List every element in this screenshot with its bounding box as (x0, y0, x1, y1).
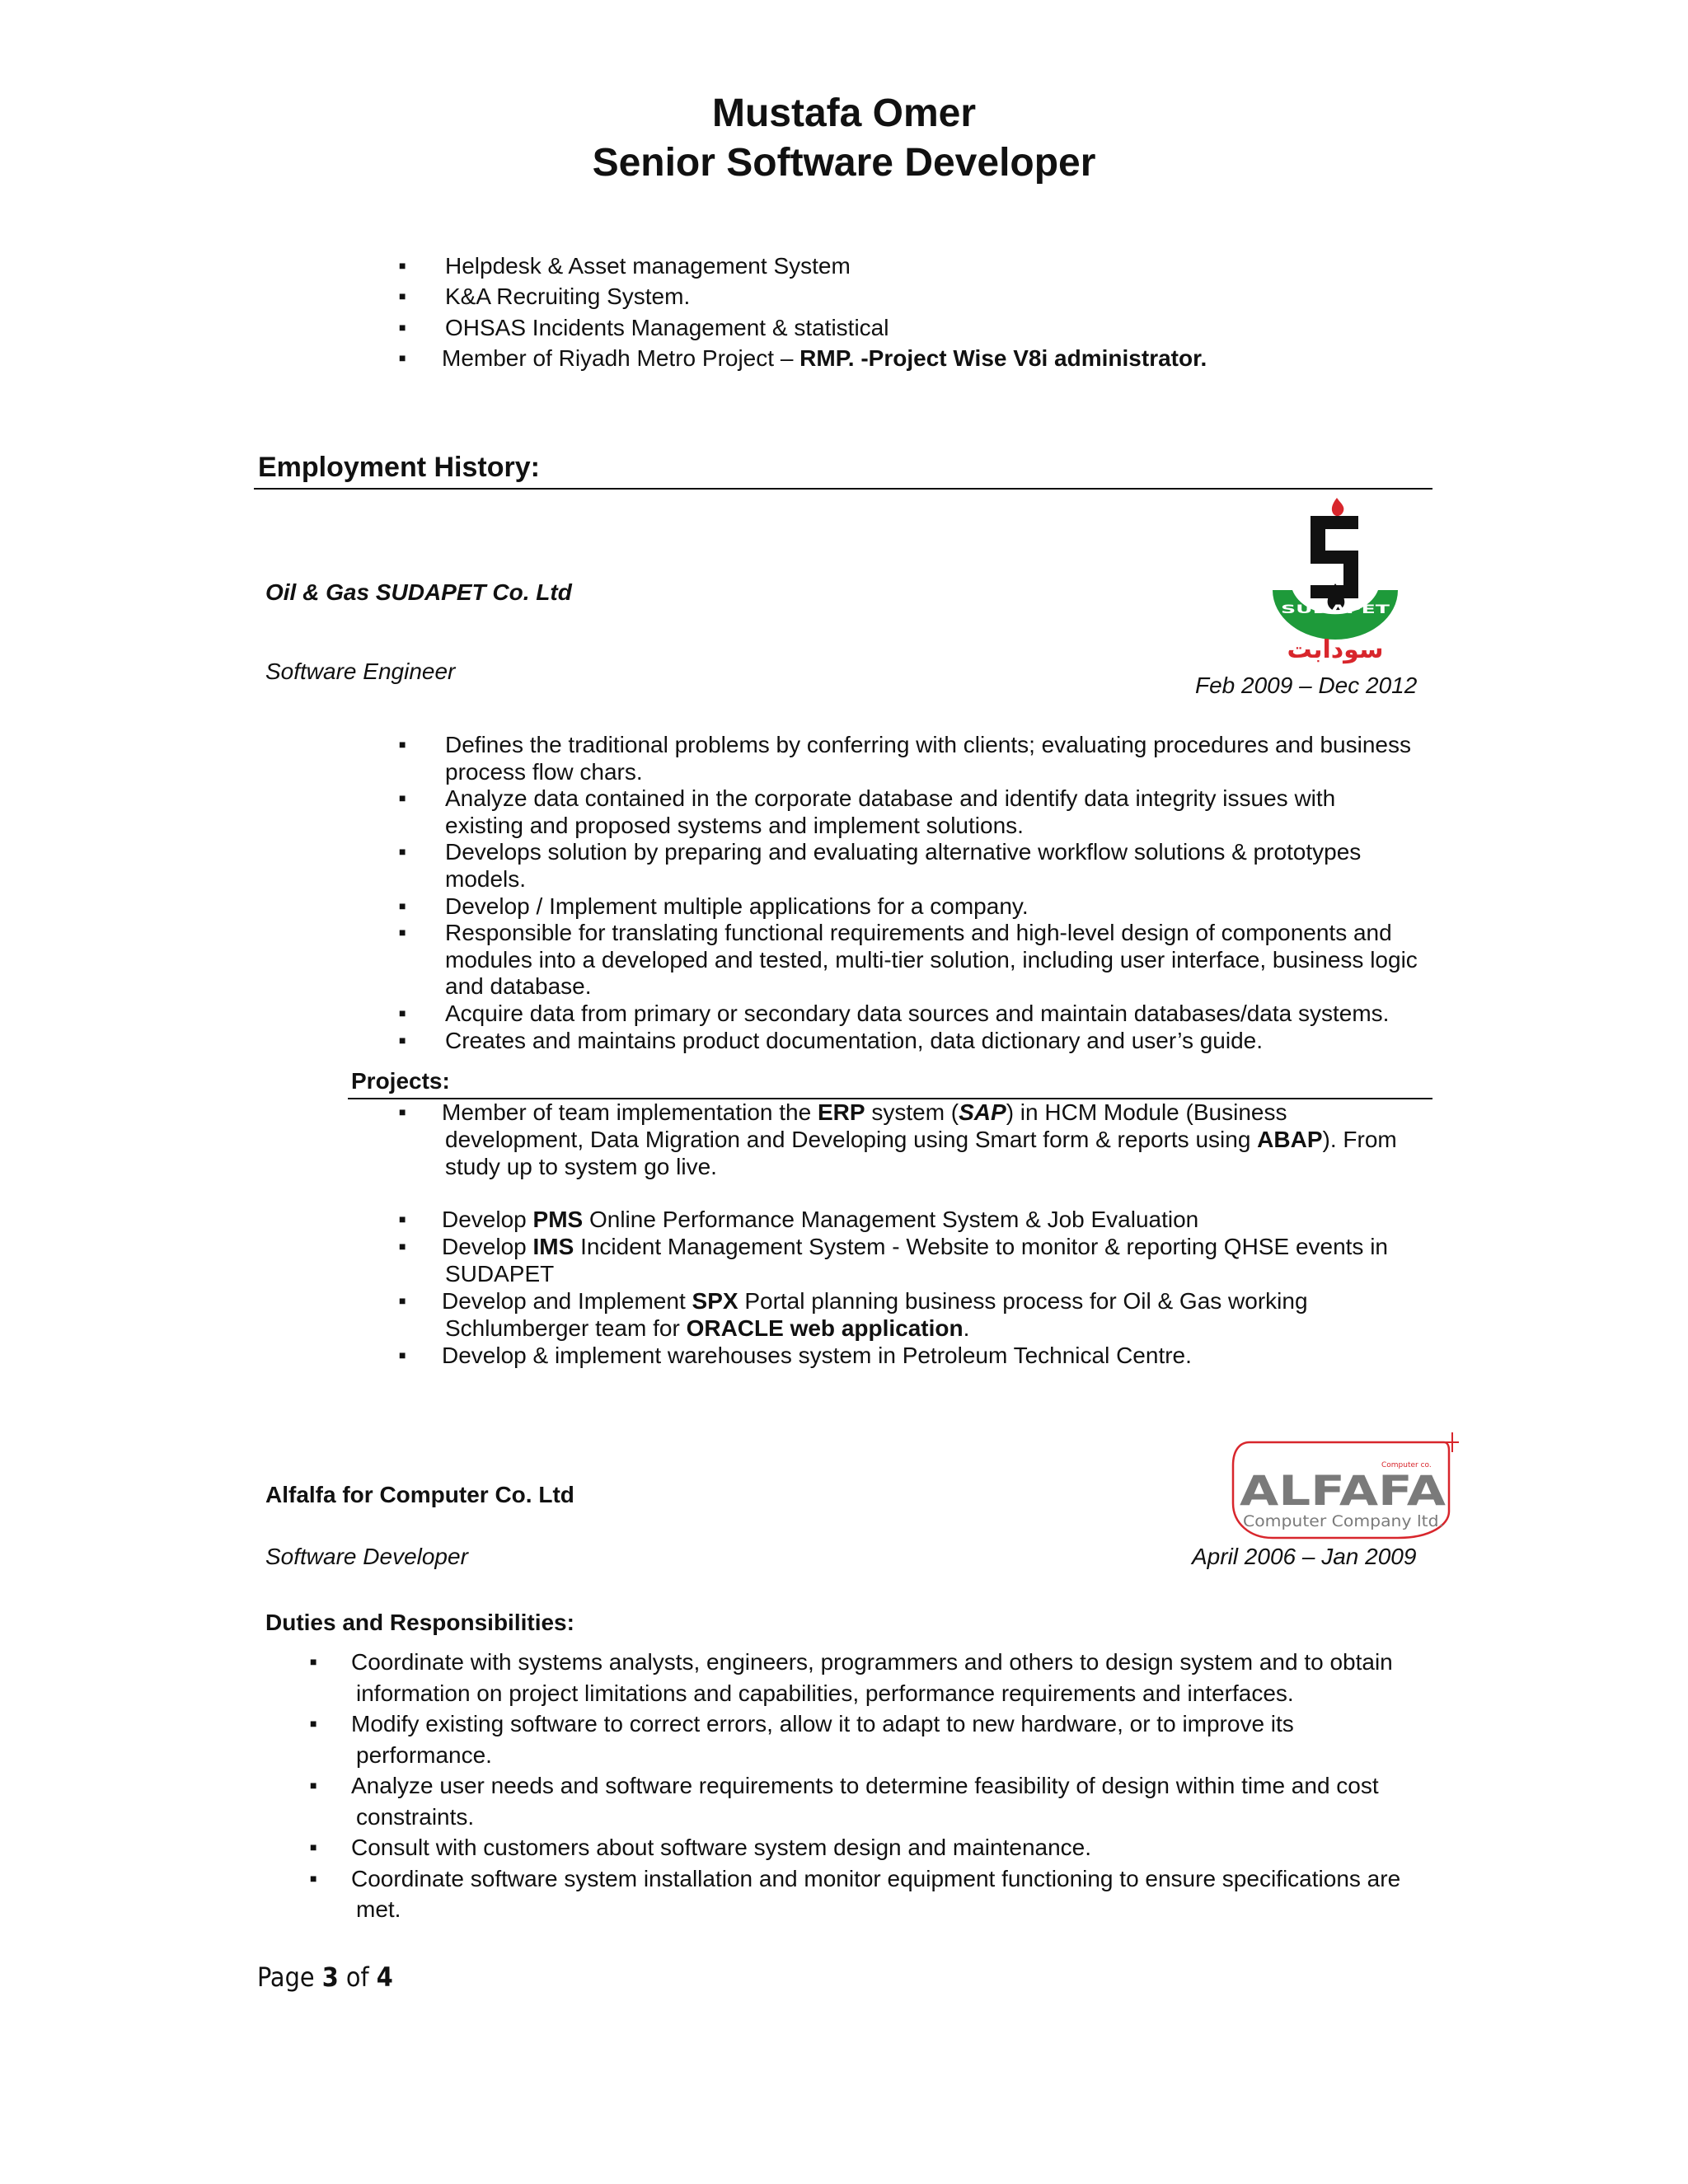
list-item-text: constraints. (356, 1803, 475, 1830)
list-item-text: and database. (445, 973, 592, 1000)
bullet-icon: ■ (399, 1240, 406, 1253)
alfafa-logo-main: ALFAFA (1240, 1467, 1447, 1515)
resume-title: Senior Software Developer (592, 141, 1096, 185)
list-item-text: information on project limitations and capabilities, performance requirements and interfaces. (356, 1680, 1294, 1706)
bullet-icon: ■ (399, 898, 406, 912)
bullet-icon: ■ (399, 1033, 406, 1047)
page-total: 4 (376, 1961, 393, 1993)
list-item-text: Modify existing software to correct errors, allow it to adapt to new hardware, or to improve its (351, 1711, 1294, 1736)
bullet-icon: ■ (399, 1105, 406, 1118)
list-item-text: Develops solution by preparing and evaluating alternative workflow solutions & prototypes (445, 839, 1362, 865)
sudapet-logo (1261, 493, 1409, 676)
list-item-text: Defines the traditional problems by conferring with clients; evaluating procedures and business (445, 732, 1411, 757)
bullet-icon: ■ (399, 321, 406, 334)
list-item-text: modules into a developed and tested, multi-tier solution, including user interface, business logic (445, 946, 1418, 972)
alfafa-logo-sub: Computer Company ltd. (1243, 1512, 1444, 1530)
bullet-icon: ■ (399, 351, 406, 364)
bullet-icon: ■ (399, 259, 406, 272)
list-item-text: Responsible for translating functional requirements and high-level design of components and (445, 920, 1392, 946)
list-item-text: Coordinate software system installation and monitor equipment functioning to ensure specifications are (351, 1865, 1401, 1891)
bullet-icon: ■ (399, 738, 406, 751)
job-dates: Feb 2009 – Dec 2012 (1195, 673, 1418, 698)
bullet-icon: ■ (399, 791, 406, 805)
bullet-icon: ■ (399, 289, 406, 302)
alfafa-logo-small: Computer co. (1381, 1461, 1432, 1469)
bullet-icon: ■ (399, 1212, 406, 1226)
page-label: Page (257, 1961, 315, 1993)
bullet-icon: ■ (310, 1871, 317, 1885)
bullet-icon: ■ (399, 1006, 406, 1019)
bullet-icon: ■ (399, 926, 406, 940)
bullet-icon: ■ (399, 845, 406, 859)
sudapet-logo-arabic: سودابت (1287, 635, 1384, 664)
list-item-text: process flow chars. (445, 758, 643, 785)
company-name: Alfalfa for Computer Co. Ltd (265, 1482, 574, 1507)
job-role: Software Developer (265, 1544, 468, 1569)
list-item-text: Analyze data contained in the corporate database and identify data integrity issues with (445, 785, 1336, 812)
list-item-text: Creates and maintains product documentation, data dictionary and user’s guide. (445, 1027, 1264, 1053)
section-heading-employment: Employment History: (258, 452, 540, 483)
bullet-icon: ■ (310, 1655, 317, 1668)
resume-name: Mustafa Omer (711, 91, 977, 135)
list-item-text: Consult with customers about software system design and maintenance. (351, 1835, 1092, 1860)
job-dates: April 2006 – Jan 2009 (1192, 1544, 1417, 1569)
list-item-text: met. (356, 1896, 401, 1922)
list-item-text: existing and proposed systems and implement solutions. (445, 812, 1024, 838)
list-item-text: performance. (356, 1741, 492, 1768)
list-item-text: Develop / Implement multiple applications for a company. (445, 893, 1029, 919)
list-item-text: Analyze user needs and software requirements to determine feasibility of design within time and cost (351, 1773, 1379, 1798)
bullet-icon: ■ (310, 1717, 317, 1730)
alfafa-logo (1225, 1432, 1459, 1553)
company-name: Oil & Gas SUDAPET Co. Ltd (265, 579, 572, 605)
bullet-icon: ■ (399, 1348, 406, 1361)
section-divider (254, 488, 1432, 490)
bullet-icon: ■ (399, 1294, 406, 1307)
duties-heading: Duties and Responsibilities: (265, 1610, 574, 1635)
sudapet-logo-text: SUDAPET (1281, 603, 1390, 616)
job-role: Software Engineer (265, 658, 456, 684)
projects-heading: Projects: (351, 1068, 450, 1094)
list-item-text: Coordinate with systems analysts, engineers, programmers and others to design system and to obtain (351, 1649, 1393, 1675)
bullet-icon: ■ (310, 1840, 317, 1854)
list-item-text: models. (445, 865, 527, 892)
list-item-text: Acquire data from primary or secondary data sources and maintain databases/data systems. (445, 1001, 1390, 1026)
bullet-icon: ■ (310, 1779, 317, 1792)
page-of: of (345, 1961, 369, 1993)
page-footer (257, 1961, 393, 1993)
page-current: 3 (321, 1961, 339, 1993)
